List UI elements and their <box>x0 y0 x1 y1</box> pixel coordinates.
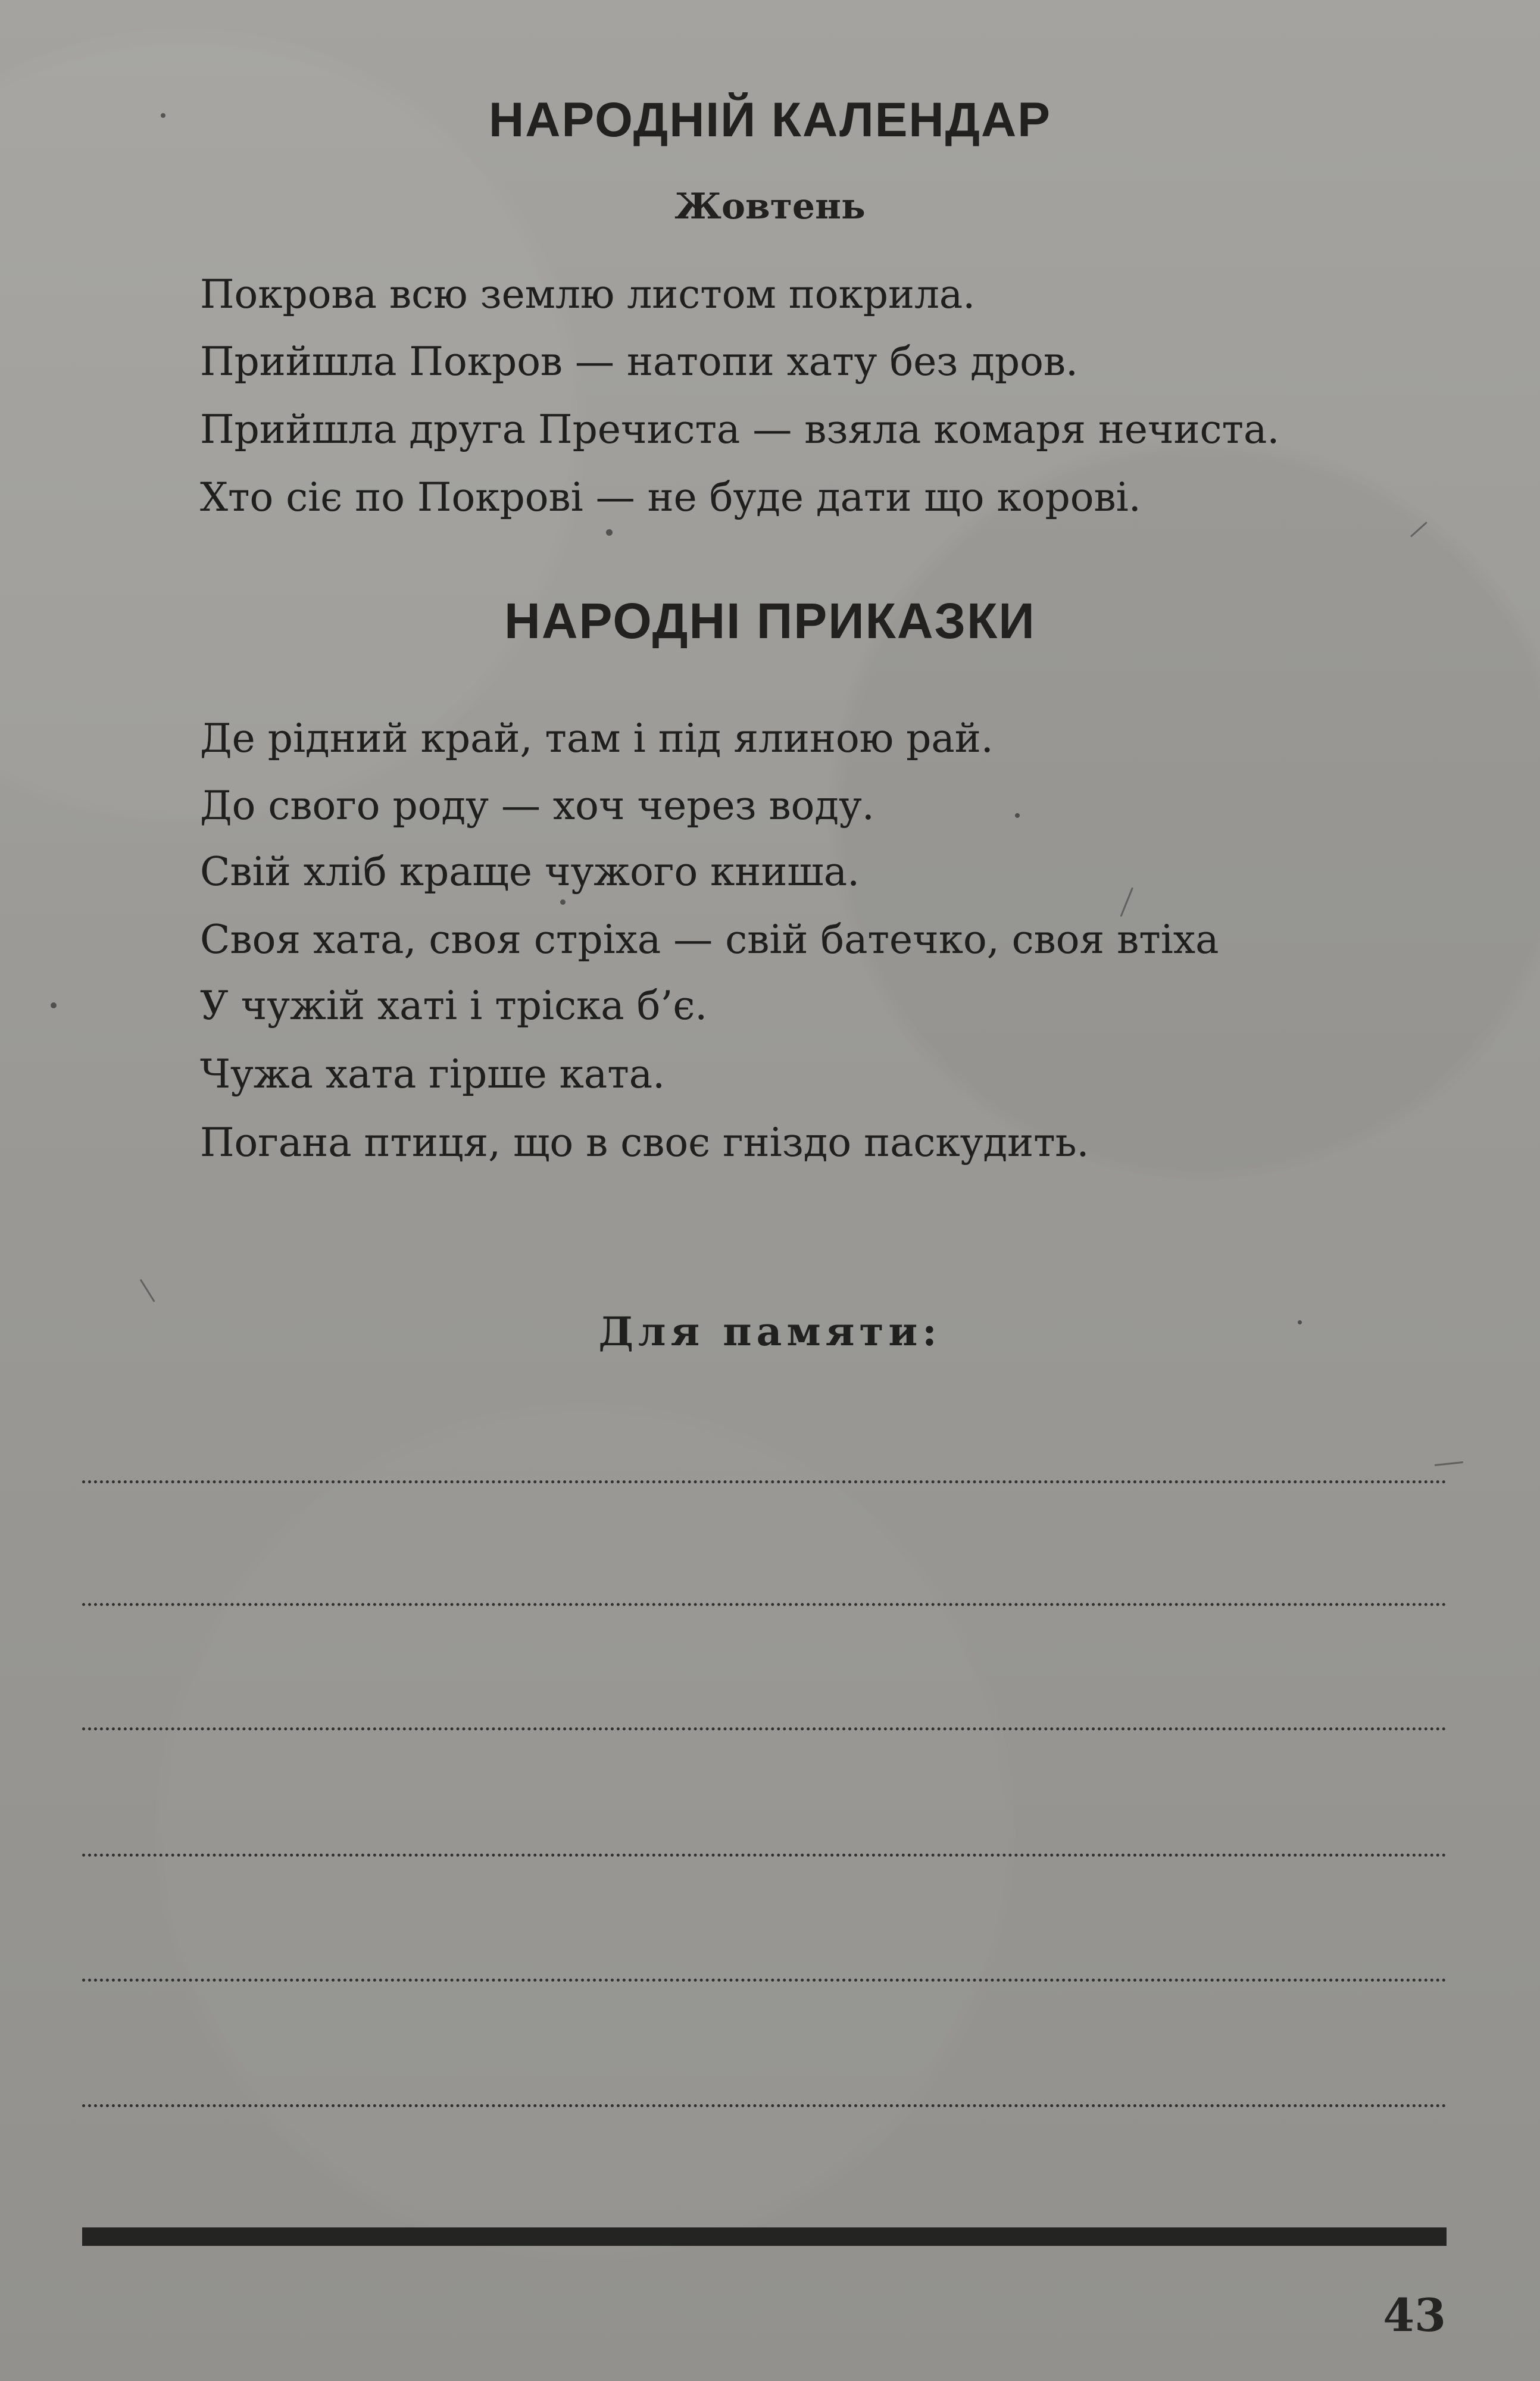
calendar-line: Прийшла друга Пречиста — взяла комаря нечиста. <box>200 407 1280 452</box>
footer-rule <box>82 2227 1447 2246</box>
notes-dotted-line <box>82 1603 1447 1606</box>
page-number: 43 <box>1383 2289 1446 2342</box>
paper-speck <box>560 899 566 905</box>
paper-fiber <box>1410 521 1427 537</box>
notes-dotted-line <box>82 1727 1447 1730</box>
paper-fiber <box>140 1279 155 1302</box>
calendar-line: Покрова всю землю листом покрила. <box>200 271 976 317</box>
saying-line: До свого роду — хоч через воду. <box>200 783 874 829</box>
notes-dotted-line <box>82 1854 1447 1857</box>
saying-line: Свій хліб краще чужого книша. <box>200 849 860 895</box>
paper-fiber <box>1435 1461 1463 1466</box>
saying-line: У чужій хаті і тріска б’є. <box>200 983 708 1029</box>
saying-line: Чужа хата гірше ката. <box>200 1051 666 1097</box>
sayings-title: НАРОДНІ ПРИКАЗКИ <box>504 593 1036 649</box>
calendar-month: Жовтень <box>674 186 866 227</box>
saying-line: Своя хата, своя стріха — свій батечко, своя втіха <box>200 917 1219 963</box>
notes-dotted-line <box>82 2104 1447 2107</box>
saying-line: Погана птиця, що в своє гніздо паскудить. <box>200 1120 1089 1165</box>
calendar-line: Хто сіє по Покрові — не буде дати що корові. <box>200 474 1141 520</box>
saying-line: Де рідний край, там і під ялиною рай. <box>200 715 994 761</box>
notes-dotted-line <box>82 1979 1447 1982</box>
notes-title: Для памяти: <box>598 1308 942 1355</box>
paper-speck <box>51 1002 57 1008</box>
notes-dotted-line <box>82 1480 1447 1483</box>
calendar-line: Прийшла Покров — натопи хату без дров. <box>200 339 1079 385</box>
paper-speck <box>606 529 613 536</box>
calendar-title: НАРОДНІЙ КАЛЕНДАР <box>489 93 1051 147</box>
